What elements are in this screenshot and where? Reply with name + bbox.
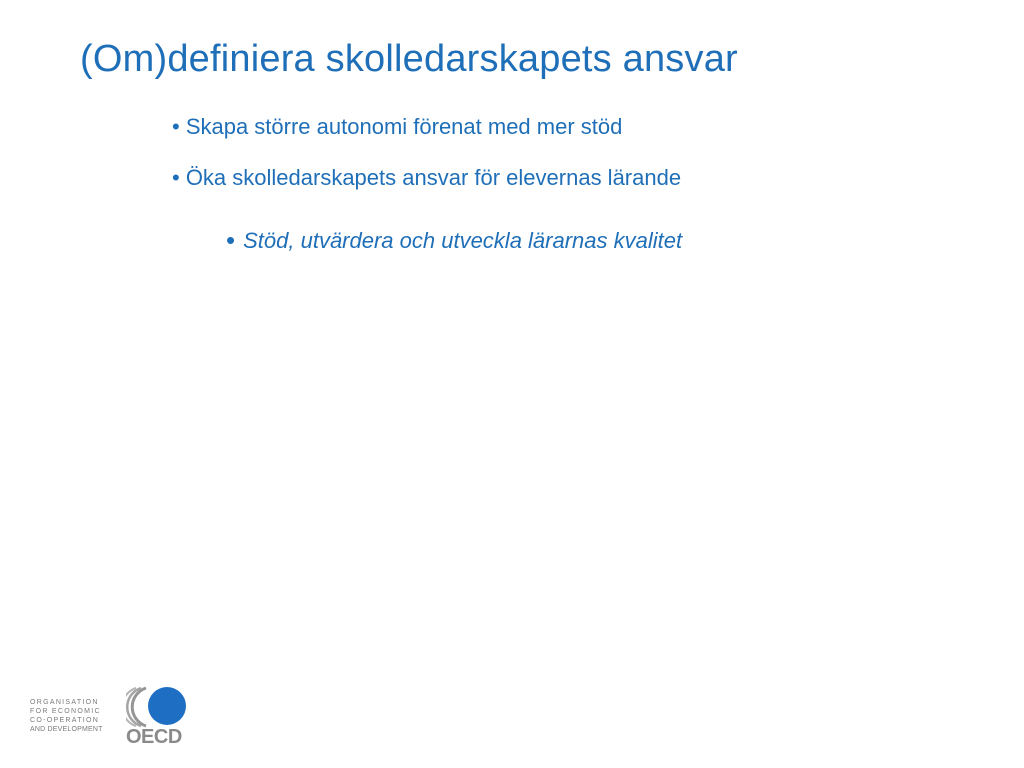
sub-bullet-text: Stöd, utvärdera och utveckla lärarnas kvalitet — [243, 228, 683, 253]
slide-title: (Om)definiera skolledarskapets ansvar — [80, 38, 738, 80]
bullet-item: • Öka skolledarskapets ansvar för elevernas lärande — [172, 165, 682, 190]
logo-line: AND DEVELOPMENT — [30, 726, 103, 733]
logo-line: CO-OPERATION — [30, 717, 100, 724]
logo-line: ORGANISATION — [30, 699, 99, 706]
logo-organisation-text — [30, 698, 103, 734]
logo-line: FOR ECONOMIC — [30, 708, 101, 715]
bullet-item: • Skapa större autonomi förenat med mer stöd — [172, 114, 623, 139]
oecd-wordmark: OECD — [126, 726, 182, 748]
bullet-list — [172, 112, 681, 214]
sub-bullet-item — [226, 224, 682, 255]
oecd-logo — [30, 686, 200, 750]
bullet-marker: • — [226, 225, 236, 255]
